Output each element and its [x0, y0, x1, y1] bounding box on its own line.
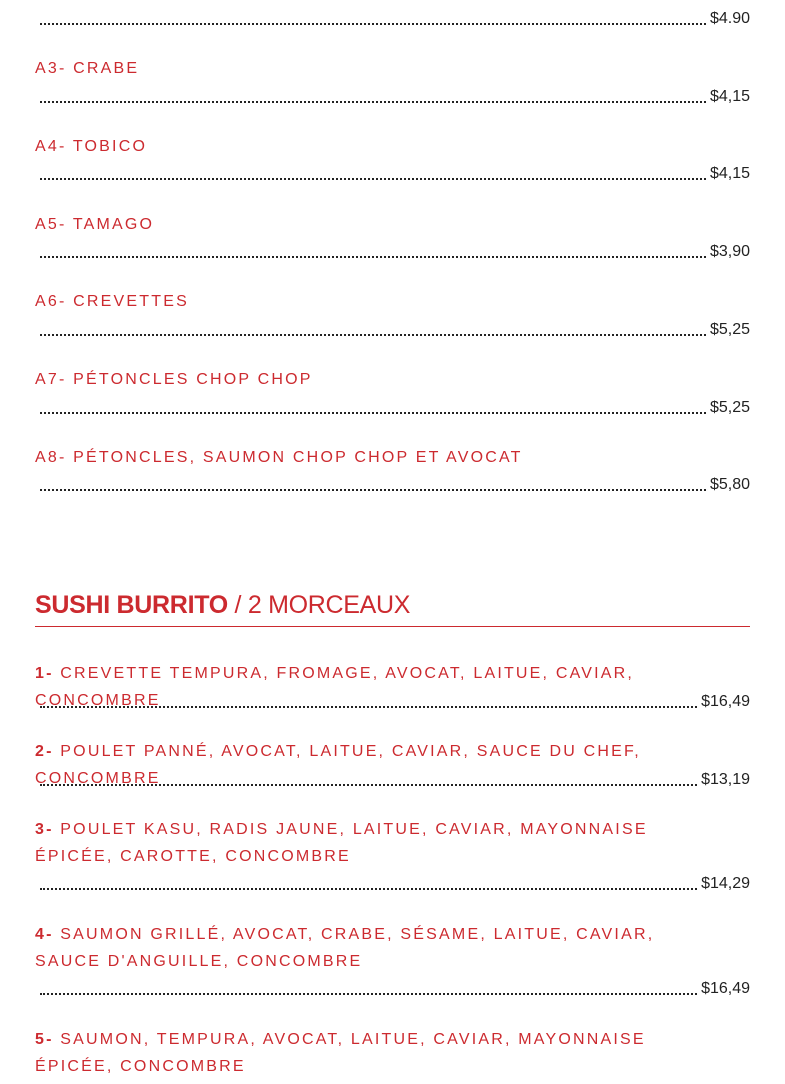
- menu-item: [35, 921, 695, 975]
- dot-leader: [40, 412, 706, 414]
- item-name: POULET PANNÉ, AVOCAT, LAITUE, CAVIAR, SAUCE DU CHEF, CONCOMBRE: [35, 743, 641, 787]
- price-row: [40, 475, 750, 495]
- item-price: $5,25: [709, 399, 750, 416]
- item-price: $4.90: [709, 10, 750, 27]
- item-description: [35, 816, 695, 870]
- item-name: A7- PÉTONCLES CHOP CHOP: [35, 371, 313, 388]
- price-row: [40, 398, 750, 418]
- dot-leader: [40, 784, 697, 786]
- item-price: $5,80: [709, 476, 750, 493]
- item-name: CREVETTE TEMPURA, FROMAGE, AVOCAT, LAITUE, CAVIAR, CONCOMBRE: [35, 665, 635, 709]
- section-title-bold: SUSHI BURRITO: [35, 591, 228, 619]
- dot-leader: [40, 993, 697, 995]
- dot-leader: [40, 101, 706, 103]
- price-row: [40, 979, 750, 999]
- item-name: A6- CREVETTES: [35, 293, 189, 310]
- menu-item: [35, 288, 750, 315]
- section-title: [35, 588, 750, 627]
- price-row: [40, 874, 750, 894]
- item-price: $16,49: [701, 693, 750, 710]
- dot-leader: [40, 706, 697, 708]
- item-name: SAUMON, TEMPURA, AVOCAT, LAITUE, CAVIAR, MAYONNAISE ÉPICÉE, CONCOMBRE: [35, 1031, 646, 1075]
- menu-item: [35, 211, 750, 238]
- item-name: A4- TOBICO: [35, 138, 148, 155]
- price-row: [40, 770, 750, 790]
- menu-item: [35, 816, 695, 870]
- item-price: $13,19: [701, 771, 750, 788]
- item-number: 4-: [35, 926, 54, 943]
- dot-leader: [40, 489, 706, 491]
- item-name: SAUMON GRILLÉ, AVOCAT, CRABE, SÉSAME, LAITUE, CAVIAR, SAUCE D'ANGUILLE, CONCOMBRE: [35, 926, 655, 970]
- item-number: 2-: [35, 743, 54, 760]
- menu-item: [35, 366, 750, 393]
- menu-item: [35, 1026, 705, 1080]
- item-description: [35, 921, 695, 975]
- item-price: $16,49: [701, 980, 750, 997]
- item-price: $5,25: [709, 321, 750, 338]
- menu-item: [35, 55, 750, 82]
- item-price: $4,15: [709, 88, 750, 105]
- item-number: 3-: [35, 821, 54, 838]
- item-name: A8- PÉTONCLES, SAUMON CHOP CHOP ET AVOCAT: [35, 449, 523, 466]
- price-row: [40, 9, 750, 29]
- price-row: [40, 692, 750, 712]
- item-number: 5-: [35, 1031, 54, 1048]
- menu-item: [35, 133, 750, 160]
- item-price: $3,90: [709, 243, 750, 260]
- item-price: $4,15: [709, 165, 750, 182]
- item-price: $14,29: [701, 875, 750, 892]
- price-row: [40, 242, 750, 262]
- dot-leader: [40, 334, 706, 336]
- dot-leader: [40, 178, 706, 180]
- item-number: 1-: [35, 665, 54, 682]
- dot-leader: [40, 888, 697, 890]
- item-description: [35, 1026, 705, 1080]
- section-title-light: / 2 MORCEAUX: [227, 591, 411, 619]
- menu-item: [35, 444, 750, 471]
- dot-leader: [40, 256, 706, 258]
- item-name: POULET KASU, RADIS JAUNE, LAITUE, CAVIAR, MAYONNAISE ÉPICÉE, CAROTTE, CONCOMBRE: [35, 821, 648, 865]
- item-name: A3- CRABE: [35, 60, 140, 77]
- dot-leader: [40, 23, 706, 25]
- price-row: [40, 164, 750, 184]
- price-row: [40, 87, 750, 107]
- price-row: [40, 320, 750, 340]
- item-name: A5- TAMAGO: [35, 216, 155, 233]
